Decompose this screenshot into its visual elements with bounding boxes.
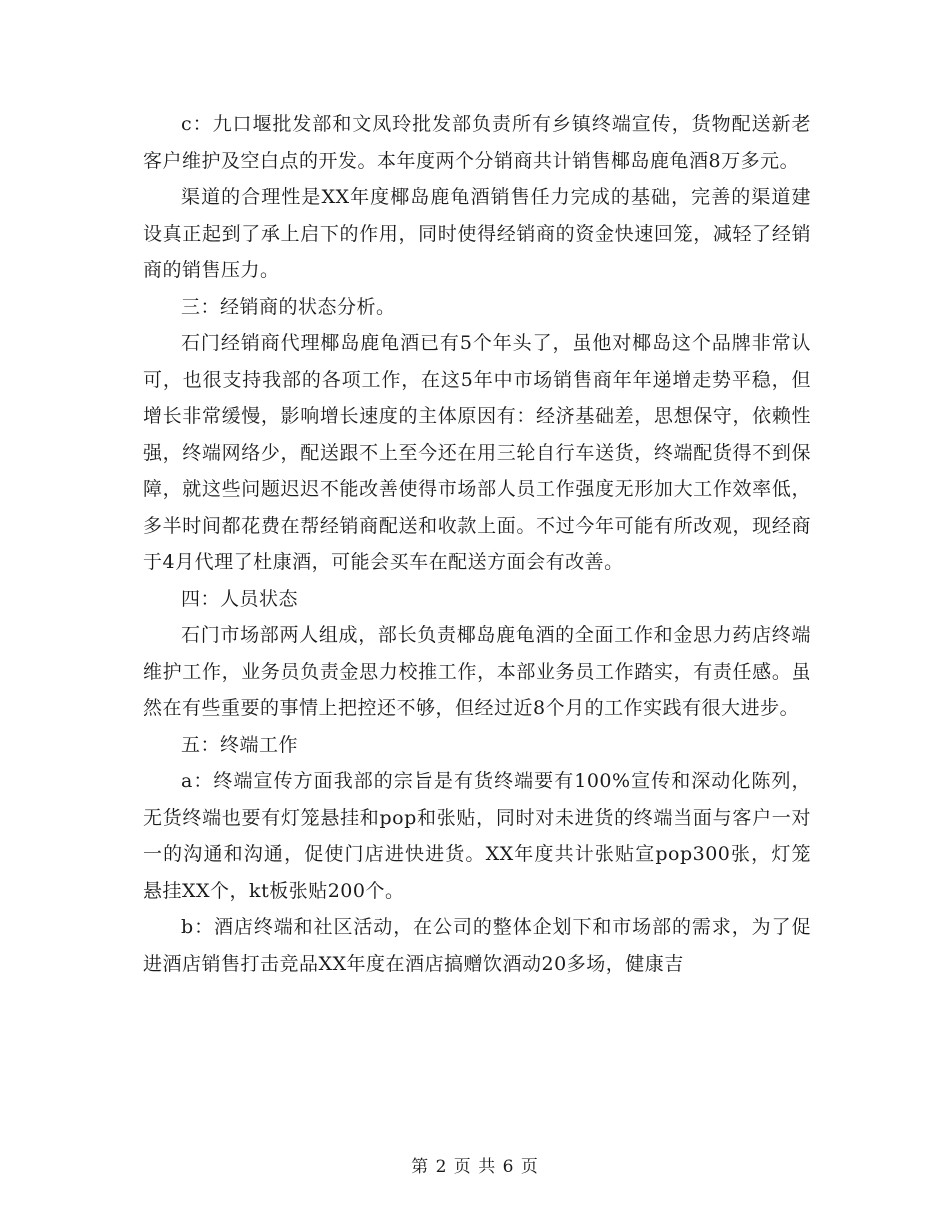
heading-staff-status: 四：人员状态 (181, 587, 299, 610)
paragraph-terminal-promotion: a：终端宣传方面我部的宗旨是有货终端要有100%宣传和深动化陈列，无货终端也要有灯笼悬挂和pop和张贴，同时对未进货的终端当面与客户一对一的沟通和沟通，促使门店进快进货。XX年度共计张贴宣pop300张，灯笼悬挂XX个，kt板张贴200个。 (143, 770, 811, 902)
paragraph-c-distributors: c：九口堰批发部和文凤玲批发部负责所有乡镇终端宣传，货物配送新老客户维护及空白点的开发。本年度两个分销商共计销售椰岛鹿龟酒8万多元。 (143, 113, 811, 172)
page-footer (0, 1152, 950, 1177)
page-number-label: 第 2 页 共 6 页 (411, 1157, 539, 1177)
heading-terminal-work: 五：终端工作 (181, 733, 299, 756)
document-body (143, 106, 811, 982)
heading-dealer-status: 三：经销商的状态分析。 (181, 295, 396, 318)
paragraph-channel-rationale: 渠道的合理性是XX年度椰岛鹿龟酒销售任力完成的基础，完善的渠道建设真正起到了承上启下的作用，同时使得经销商的资金快速回笼，减轻了经销商的销售压力。 (143, 186, 811, 281)
paragraph-dealer-analysis: 石门经销商代理椰岛鹿龟酒已有5个年头了，虽他对椰岛这个品牌非常认可，也很支持我部的各项工作，在这5年中市场销售商年年递增走势平稳，但增长非常缓慢，影响增长速度的主体原因有：经济基础差，思想保守，依赖性强，终端网络少，配送跟不上至今还在用三轮自行车送货，终端配货得不到保障，就这些问题迟迟不能改善使得市场部人员工作强度无形加大工作效率低，多半时间都花费在帮经销商配送和收款上面。不过今年可能有所改观，现经商于4月代理了杜康酒，可能会买车在配送方面会有改善。 (143, 332, 811, 573)
paragraph-hotel-community: b：酒店终端和社区活动，在公司的整体企划下和市场部的需求，为了促进酒店销售打击竞品XX年度在酒店搞赠饮酒动20多场，健康吉 (143, 916, 811, 975)
paragraph-staff-status: 石门市场部两人组成，部长负责椰岛鹿龟酒的全面工作和金思力药店终端维护工作，业务员负责金思力校推工作，本部业务员工作踏实，有责任感。虽然在有些重要的事情上把控还不够，但经过近8个月的工作实践有很大进步。 (143, 624, 811, 719)
